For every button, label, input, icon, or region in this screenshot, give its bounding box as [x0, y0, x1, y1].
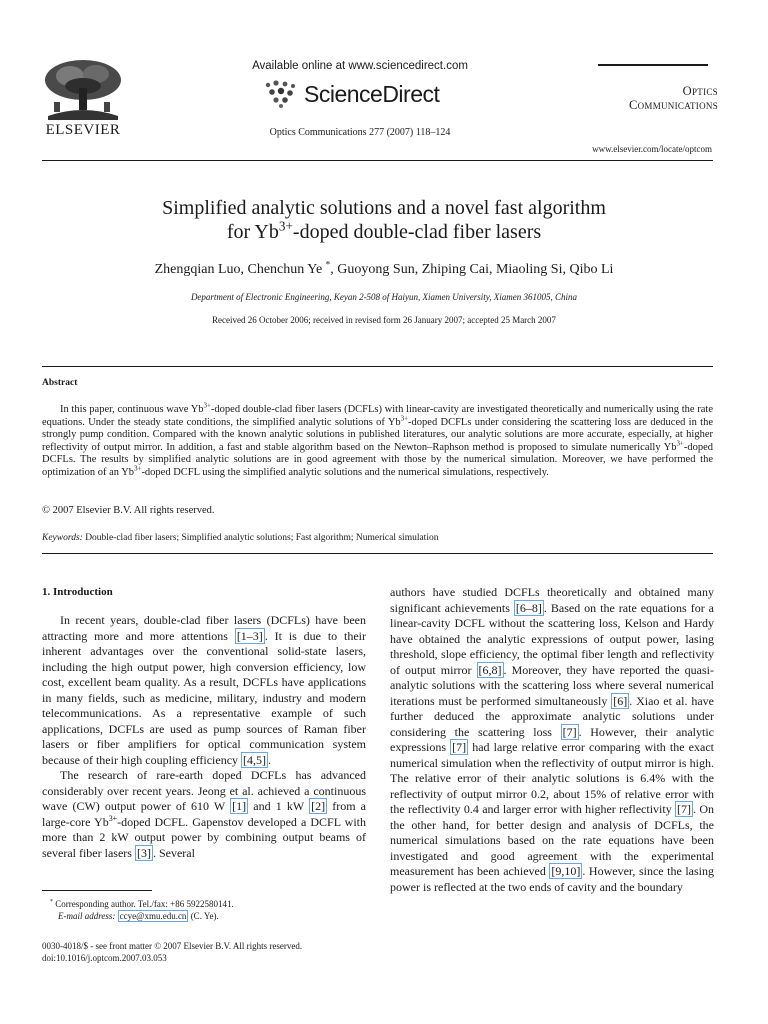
- citation-link[interactable]: [6]: [613, 693, 628, 708]
- abstract-text: In this paper, continuous wave Yb: [60, 404, 204, 415]
- body-text: . Based on the rate equations for a linear-cavity DCFL without the scattering loss, Kelson and Hardy have obtained the analytic expressions of output power, lasing threshold, slope efficiency, the optimal fiber length and reflectivity of output mirror: [390, 600, 714, 677]
- affiliation: Department of Electronic Engineering, Keyan 2-508 of Haiyun, Xiamen University, Xiamen 361005, China: [190, 292, 578, 302]
- abstract-heading: Abstract: [42, 378, 78, 388]
- author-names: Zhengqian Luo, Chenchun Ye: [154, 262, 323, 277]
- intro-paragraph-1: [42, 613, 366, 768]
- title-part: -doped double-clad fiber lasers: [292, 221, 542, 243]
- sciencedirect-logo: [262, 77, 439, 111]
- body-text: authors have studied DCFLs theoretically and obtained many significant achievements: [390, 585, 714, 615]
- citation-link[interactable]: [6,8]: [478, 662, 502, 677]
- journal-title-line2: Communications: [628, 98, 718, 112]
- email-footnote: [58, 910, 382, 922]
- superscript: 3+: [108, 813, 118, 823]
- superscript: 3+: [134, 465, 142, 473]
- keywords-list: Double-clad fiber lasers; Simplified analytic solutions; Fast algorithm; Numerical simulation: [85, 533, 439, 543]
- body-text: The research of rare-earth doped DCFLs has advanced considerably over recent years. Jeong et al. achieved a continuous wave (CW) output power of 610 W: [42, 768, 366, 813]
- elsevier-logo: [40, 58, 126, 139]
- superscript: 3+: [203, 402, 211, 410]
- citation-link[interactable]: [3]: [136, 845, 151, 860]
- publisher-name: ELSEVIER: [45, 122, 121, 138]
- body-text: . On the other hand, for better design and analysis of DCFLs, the numerical simulations based on the rate equations have been investigated and good agreement with the experimental measurement has been achieved: [390, 802, 714, 878]
- email-label: E-mail address:: [58, 911, 116, 921]
- corresponding-author-footnote: [50, 898, 374, 910]
- author-names: , Guoyong Sun, Zhiping Cai, Miaoling Si, Qibo Li: [330, 262, 614, 277]
- citation-link[interactable]: [1–3]: [236, 628, 263, 643]
- journal-citation: Optics Communications 277 (2007) 118–124: [269, 127, 451, 138]
- journal-title: [598, 84, 718, 112]
- body-text: . Moreover, they have reported the quasi-analytic solutions with the scattering loss where several numerical iterations must be performed simultaneously: [390, 662, 714, 708]
- body-text: had large relative error comparing with the exact numerical simulation when the reflectivity of output mirror is high. The relative error of their analytic solutions is 6.4% with the reflectivity of output mirror 0.2, about 15% of relative error with the reflectivity 0.4 and larger error with higher reflectivity: [390, 740, 714, 816]
- abstract-text: -doped double-clad fiber lasers (DCFLs) with linear-cavity are investigated theoretically and numerically using the rate equations. Under the steady state conditions, the simplified analytic solutions of Yb: [42, 404, 713, 428]
- footnote-mark: *: [50, 899, 53, 905]
- footnote-text: (C. Ye).: [188, 911, 219, 921]
- abstract-paragraph: [42, 404, 713, 480]
- body-text: from a large-core Yb: [42, 799, 367, 829]
- body-text: .: [268, 752, 272, 767]
- article-title-line1: Simplified analytic solutions and a novel fast algorithm: [162, 197, 606, 219]
- citation-link[interactable]: [7]: [677, 802, 692, 816]
- citation-link[interactable]: [2]: [311, 799, 326, 813]
- keywords: [42, 533, 713, 543]
- citation-link[interactable]: [1]: [232, 799, 247, 813]
- section-heading-introduction: 1. Introduction: [42, 586, 113, 598]
- citation-link[interactable]: [9,10]: [551, 864, 581, 878]
- abstract-text: -doped DCFLs under considering the scattering loss are deduced in the strongly pump condition. Compared with the known analytic solutions in published literatures, our analytic solutions are more accurate, especially, at higher reflectivity of output mirror. In addition, a fast and stable algorithm based on the Newton–Raphson method is proposed to simulate numerically Yb: [42, 416, 713, 453]
- intro-paragraph-2: [42, 768, 366, 861]
- abstract-body: [42, 404, 713, 480]
- email-link[interactable]: ccye@xmu.edu.cn: [119, 911, 187, 921]
- elsevier-tree-icon: [40, 58, 126, 120]
- superscript: 3+: [676, 440, 684, 448]
- available-online-text: Available online at www.sciencedirect.com: [252, 60, 468, 72]
- journal-url-link[interactable]: www.elsevier.com/locate/optcom: [592, 144, 712, 154]
- intro-paragraph-3: [390, 585, 714, 895]
- left-column: [42, 613, 366, 861]
- citation-link[interactable]: [7]: [562, 724, 577, 739]
- journal-title-line1: Optics: [682, 84, 718, 98]
- right-column: [390, 585, 714, 895]
- author-list: [40, 259, 728, 278]
- article-title: [60, 196, 708, 244]
- superscript: 3+: [400, 415, 409, 423]
- abstract-bottom-divider: [42, 553, 713, 554]
- citation-link[interactable]: [7]: [452, 740, 467, 754]
- sciencedirect-dots-icon: [262, 79, 298, 109]
- article-title-line2: [60, 220, 708, 244]
- abstract-top-divider: [42, 366, 713, 367]
- citation-link[interactable]: [6–8]: [515, 600, 542, 615]
- abstract-text: -doped DCFLs. The results by simplified analytic solutions are in good agreement with those by the numerical simulation. Moreover, we have performed the optimization of an Yb: [42, 441, 713, 478]
- article-dates: Received 26 October 2006; received in revised form 26 January 2007; accepted 25 March 2007: [212, 315, 556, 325]
- sciencedirect-wordmark: ScienceDirect: [304, 80, 440, 107]
- abstract-text: -doped DCFL using the simplified analytic solutions and the numerical simulations, respectively.: [141, 466, 549, 478]
- title-part: for Yb: [226, 221, 279, 243]
- journal-title-rule: [598, 64, 708, 66]
- body-text: . However, their analytic expressions: [390, 724, 714, 754]
- doi-line[interactable]: doi:10.1016/j.optcom.2007.03.053: [42, 953, 167, 963]
- corresponding-author-mark[interactable]: *: [325, 259, 331, 270]
- body-text: . Several: [152, 845, 195, 860]
- body-text: In recent years, double-clad fiber lasers (DCFLs) have been attracting more and more attentions: [42, 613, 366, 643]
- footnote-divider: [42, 890, 152, 891]
- footnote-text: Corresponding author. Tel./fax: +86 5922580141.: [55, 899, 234, 909]
- header-divider: [42, 160, 713, 161]
- body-text: -doped DCFL. Gapenstov developed a DCFL with more than 2 kW output power by combining output beams of several fiber lasers: [42, 814, 366, 860]
- front-matter-info: [42, 940, 302, 964]
- keywords-label: Keywords:: [42, 533, 83, 543]
- body-text: . However, since the lasing power is reflected at the two ends of cavity and the boundary: [390, 864, 714, 894]
- body-text: and 1 kW: [248, 799, 310, 813]
- citation-link[interactable]: [4,5]: [243, 752, 267, 767]
- body-text: . Xiao et al. have further deduced the approximate analytic solutions under considering the scattering loss: [390, 693, 714, 739]
- issn-line: 0030-4018/$ - see front matter © 2007 Elsevier B.V. All rights reserved.: [42, 941, 303, 951]
- title-superscript: 3+: [278, 218, 293, 234]
- abstract-copyright: © 2007 Elsevier B.V. All rights reserved.: [42, 505, 215, 516]
- body-text: . It is due to their inherent advantages over the conventional solid-state lasers, including the high output power, high conversion efficiency, low cost, excellent beam quality. As a result, DCFLs have applications in many fields, such as medicine, military, industry and modern telecommunications. As a representative example of such applications, DCFLs are used as pump sources of Raman fiber lasers or fiber amplifiers for optical communication system because of their high coupling efficiency: [42, 628, 367, 767]
